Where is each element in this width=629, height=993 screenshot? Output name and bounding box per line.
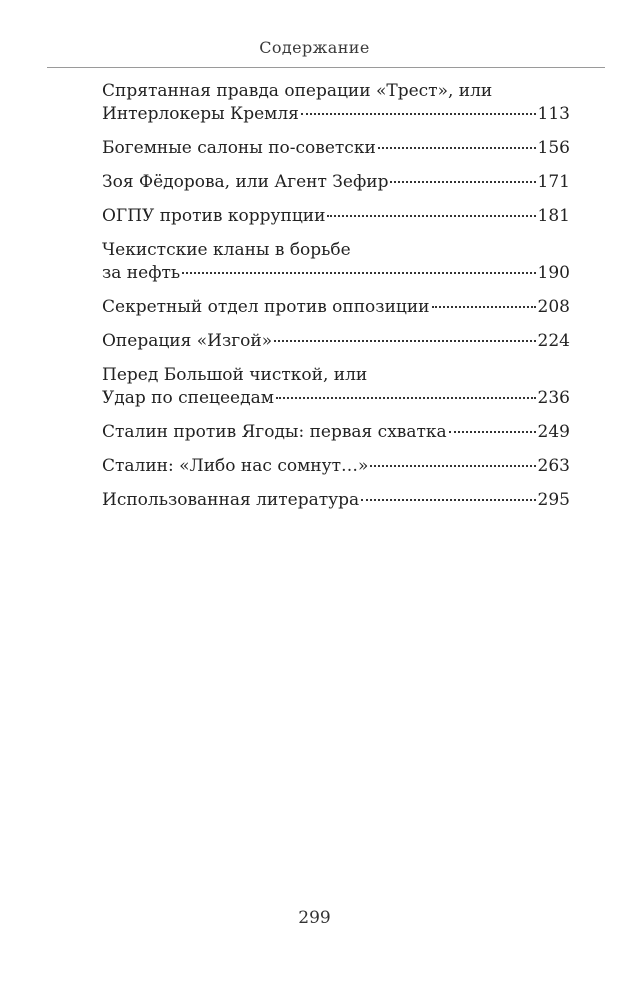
dot-leader — [182, 272, 535, 274]
toc-entry-final-line — [102, 296, 570, 319]
toc-entry-final-line — [102, 103, 570, 126]
page-number: 299 — [298, 908, 331, 928]
toc-entry — [102, 239, 570, 285]
table-of-contents — [102, 80, 570, 523]
toc-entry-title: Использованная литература — [102, 490, 360, 510]
toc-entry — [102, 171, 570, 194]
toc-entry-title: Операция «Изгой» — [102, 331, 273, 351]
toc-entry-final-line — [102, 171, 570, 194]
toc-entry-title-line: Чекистские кланы в борьбе — [102, 240, 351, 260]
toc-entry-title: за нефть — [102, 263, 181, 283]
toc-entry-page-number: 190 — [537, 263, 570, 283]
toc-entry-final-line — [102, 489, 570, 512]
dot-leader — [327, 215, 535, 217]
dot-leader — [370, 465, 535, 467]
toc-entry-page-number: 249 — [537, 422, 570, 442]
running-head: Содержание — [259, 38, 370, 57]
toc-entry-final-line — [102, 455, 570, 478]
toc-entry-page-number: 295 — [537, 490, 570, 510]
toc-entry-page-number: 181 — [537, 206, 570, 226]
toc-entry-page-number: 263 — [537, 456, 570, 476]
dot-leader — [378, 147, 536, 149]
toc-entry — [102, 421, 570, 444]
toc-entry — [102, 364, 570, 410]
dot-leader — [361, 499, 535, 501]
toc-entry — [102, 296, 570, 319]
dot-leader — [449, 431, 536, 433]
toc-entry-page-number: 236 — [537, 388, 570, 408]
toc-entry-final-line — [102, 262, 570, 285]
header-rule — [47, 67, 605, 68]
toc-entry-final-line — [102, 330, 570, 353]
toc-entry — [102, 330, 570, 353]
toc-entry — [102, 205, 570, 228]
toc-entry-title: Интерлокеры Кремля — [102, 104, 299, 124]
toc-entry-final-line — [102, 387, 570, 410]
toc-entry-title: Сталин: «Либо нас сомнут…» — [102, 456, 369, 476]
toc-entry-final-line — [102, 421, 570, 444]
toc-entry-title-line: Перед Большой чисткой, или — [102, 365, 368, 385]
toc-entry-title: Удар по спецеедам — [102, 388, 274, 408]
toc-entry-page-number: 171 — [537, 172, 570, 192]
toc-entry — [102, 455, 570, 478]
toc-entry-title: Секретный отдел против оппозиции — [102, 297, 430, 317]
toc-entry — [102, 80, 570, 126]
toc-entry-page-number: 224 — [537, 331, 570, 351]
toc-entry-title: Богемные салоны по-советски — [102, 138, 376, 158]
toc-entry-title: Сталин против Ягоды: первая схватка — [102, 422, 447, 442]
toc-entry-title: ОГПУ против коррупции — [102, 206, 326, 226]
toc-entry-final-line — [102, 137, 570, 160]
toc-entry-page-number: 208 — [537, 297, 570, 317]
toc-entry-title-line: Спрятанная правда операции «Трест», или — [102, 81, 493, 101]
dot-leader — [274, 340, 535, 342]
toc-entry-page-number: 156 — [537, 138, 570, 158]
toc-entry — [102, 137, 570, 160]
dot-leader — [432, 306, 536, 308]
dot-leader — [390, 181, 535, 183]
toc-entry-final-line — [102, 205, 570, 228]
toc-entry — [102, 489, 570, 512]
dot-leader — [301, 113, 536, 115]
toc-entry-page-number: 113 — [537, 104, 570, 124]
dot-leader — [276, 397, 536, 399]
toc-entry-title: Зоя Фёдорова, или Агент Зефир — [102, 172, 389, 192]
